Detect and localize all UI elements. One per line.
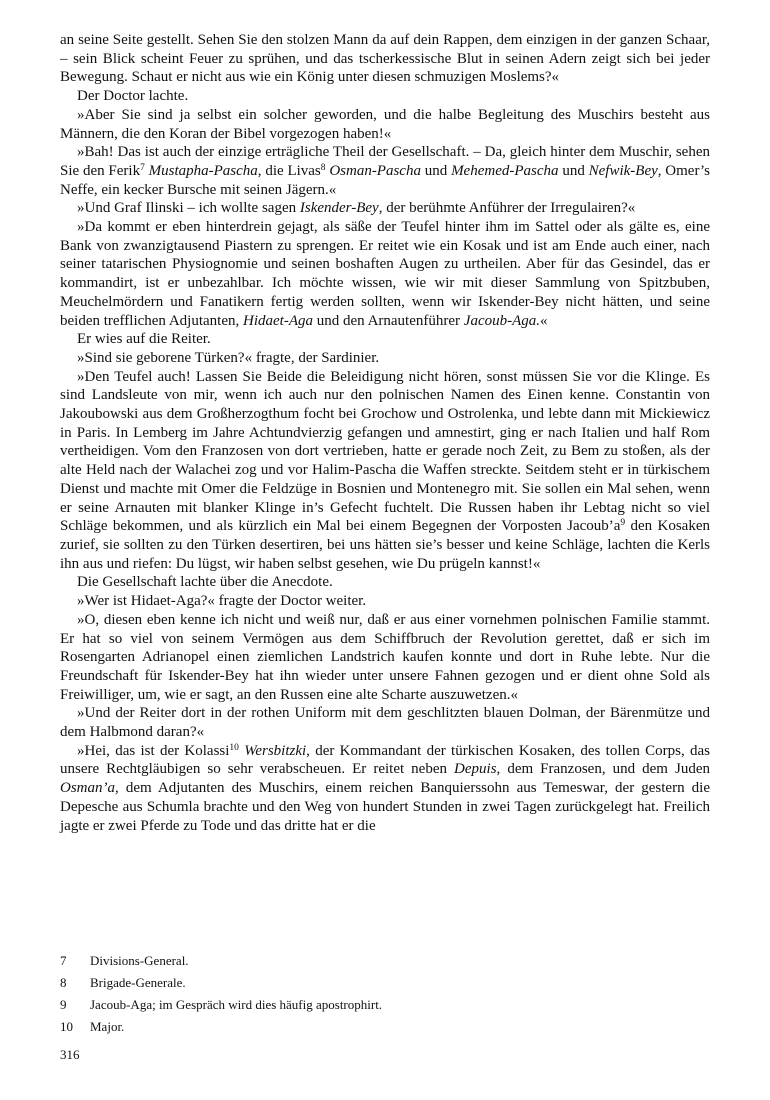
text-run: »Und der Reiter dort in der rothen Uniform mit dem geschlitzten blauen Dolman, der Bärenmütze und dem Halbmond daran?«: [60, 705, 710, 741]
text-run: »O, diesen eben kenne ich nicht und weiß nur, daß er aus einer vornehmen polnischen Familie stammt. Er hat so viel von seinem Vermögen aus dem Schiffbruch der Revolution gerettet, daß er sich im Rosengarten Adrianopel einen ziemlichen Landstrich kaufen konnte und dort in Ruhe lebte. Nur die Freundschaft für Iskender-Bey hat ihn wieder unter unsere Fahnen gezogen und er dient ohne Sold als Freiwilliger, um, wie er sagt, an den Russen eine alte Scharte auszuwetzen.«: [60, 611, 710, 703]
italic-text: Jacoub-Aga.: [463, 312, 541, 329]
text-run: , dem Franzosen, und dem Juden: [496, 761, 710, 778]
italic-text: Osman’a: [60, 780, 115, 797]
text-run: »Den Teufel auch! Lassen Sie Beide die Beleidigung nicht hören, sonst müssen Sie vor die Klinge. Es sind Landsleute von mir, wenn ich auch nur den polnischen Namen des Einen kenne. Constantin von Jakoubowski aus dem Großherzogthum focht bei Grochow und Ostrolenka, und lebte dann mit Mickiewicz in Paris. In Lemberg im Jahre Achtundvierzig gefangen und amnestirt, ging er nach Italien und half Rom vertheidigen. Vom den Franzosen von dort vertrieben, hatte er gerade noch Zeit, zu Bem zu stoßen, als der alte Held nach der Walachei zog und vor Halim-Pascha die Waffen streckte. Seitdem steht er in türkischem Dienst und machte mit Omer die Feldzüge in Bosnien und Montenegro mit. Sie sollen ein Mal sehen, wenn er seine Arnauten mit blanker Klinge in’s Gefecht fuchtelt. Die Russen haben ihr Lebtag nicht so viel Schläge bekommen, und als kürzlich ein Mal bei einem Begegnen der Vorposten Jacoub’a: [60, 368, 710, 535]
text-run: »Wer ist Hidaet-Aga?« fragte der Doctor weiter.: [77, 593, 367, 610]
text-run: und: [420, 162, 452, 179]
paragraph: [60, 368, 710, 574]
footnote-reference: 8: [320, 162, 326, 173]
text-run: »Und Graf Ilinski – ich wollte sagen: [77, 200, 300, 217]
italic-text: Iskender-Bey: [299, 200, 379, 217]
page-number: 316: [60, 1047, 80, 1062]
paragraph: [60, 704, 710, 741]
text-run: , die Livas: [257, 162, 321, 179]
text-run: , dem Adjutanten des Muschirs, einem reichen Banquierssohn aus Temeswar, der gestern die Depesche aus Schumla brachte und den Weg von hundert Stunden in zwei Tagen zurückgelegt hat. Freilich jagte er zwei Pferde zu Tode und das dritte hat er die: [60, 780, 710, 834]
paragraph: [60, 218, 710, 330]
text-run: »Hei, das ist der Kolassi: [77, 742, 230, 759]
paragraph: [60, 742, 710, 836]
footnote-reference: 7: [140, 162, 145, 173]
paragraph: [60, 143, 710, 199]
footnote-reference: 9: [620, 518, 626, 529]
text-run: Die Gesellschaft lachte über die Anecdote.: [77, 574, 333, 591]
italic-text: Hidaet-Aga: [243, 312, 313, 329]
footnote-number: 9: [60, 997, 67, 1012]
italic-text: Mustapha-Pascha: [148, 162, 258, 179]
footnote: [60, 1019, 710, 1034]
italic-text: Wersbitzki: [244, 742, 307, 759]
italic-text: Nefwik-Bey: [588, 162, 658, 179]
footnote-number: 7: [60, 953, 67, 968]
footnote-text: Jacoub-Aga; im Gespräch wird dies häufig apostrophirt.: [90, 997, 383, 1012]
italic-text: Mehemed-Pascha: [451, 162, 559, 179]
paragraph: [60, 31, 710, 87]
footnote-text: Brigade-Generale.: [90, 975, 186, 990]
footnote-reference: 10: [229, 742, 239, 753]
paragraph: [60, 330, 710, 349]
footnote: [60, 953, 710, 968]
text-run: und den Arnautenführer: [312, 312, 464, 329]
paragraph: [60, 349, 710, 368]
text-run: den Kosaken zurief, sie sollten zu den Türken desertiren, bei uns hätten sie’s besser und keine Schläge, lachten die Kerls ihn aus und riefen: Du lügst, wir haben selbst gesehen, wie Du prügeln kannst!«: [60, 518, 710, 572]
italic-text: Depuis: [454, 761, 497, 778]
text-run: Der Doctor lachte.: [77, 88, 189, 105]
text-run: , der berühmte Anführer der Irregulairen?«: [378, 200, 636, 217]
page-body-text: [60, 31, 710, 835]
text-run: »Aber Sie sind ja selbst ein solcher geworden, und die halbe Begleitung des Muschirs besteht aus Männern, die den Koran der Bibel vorgezogen haben!«: [60, 106, 710, 142]
text-run: , der Kommandant der türkischen Kosaken, des tollen Corps, das unsere Rechtgläubigen so sehr verabscheuen. Er reitet neben: [60, 742, 710, 778]
paragraph: [60, 592, 710, 611]
footnote-text: Major.: [90, 1019, 125, 1034]
paragraph: [60, 199, 710, 218]
text-run: und: [558, 162, 589, 179]
footnote: [60, 997, 710, 1012]
text-run: , Omer’s Neffe, ein kecker Bursche mit seinen Jägern.«: [60, 162, 711, 198]
footnote: [60, 975, 710, 990]
footnote-number: 10: [60, 1019, 73, 1034]
paragraph: [60, 106, 710, 143]
text-run: an seine Seite gestellt. Sehen Sie den stolzen Mann da auf dein Rappen, dem einzigen in der ganzen Schaar, – sein Blick scheint Feuer zu sprühen, und das tscherkessische Blut in seinen Adern zeigt sich bei jeder Bewegung. Schaut er nicht aus wie ein König unter diesen schmuzigen Moslems?«: [60, 32, 710, 86]
footnotes-section: [60, 953, 710, 1041]
paragraph: [60, 573, 710, 592]
text-run: «: [540, 312, 548, 329]
footnote-text: Divisions-General.: [90, 953, 189, 968]
footnote-number: 8: [60, 975, 67, 990]
text-run: »Da kommt er eben hinterdrein gejagt, als säße der Teufel hinter ihm im Sattel oder als gälte es, eine Bank von zwanzigtausend Piastern zu sprengen. Er reitet wie ein Kosak und ist am Ende auch einer, nach seiner tatarischen Physiognomie und seinen boshaften Augen zu urtheilen. Aber für das Gesindel, das er kommandirt, ist er unbezahlbar. Ich möchte wissen, wie wir mit dieser Sammlung von Spitzbuben, Meuchelmördern und Fanatikern fertig werden sollten, wenn wir Iskender-Bey nicht hätten, und seine beiden trefflichen Adjutanten,: [60, 219, 710, 329]
text-run: »Sind sie geborene Türken?« fragte, der Sardinier.: [77, 349, 380, 366]
text-run: »Bah! Das ist auch der einzige erträgliche Theil der Gesellschaft. – Da, gleich hinter dem Muschir, sehen Sie den Ferik: [60, 144, 710, 179]
paragraph: [60, 611, 710, 705]
paragraph: [60, 87, 710, 106]
italic-text: Osman-Pascha: [329, 162, 421, 179]
text-run: Er wies auf die Reiter.: [77, 331, 211, 348]
